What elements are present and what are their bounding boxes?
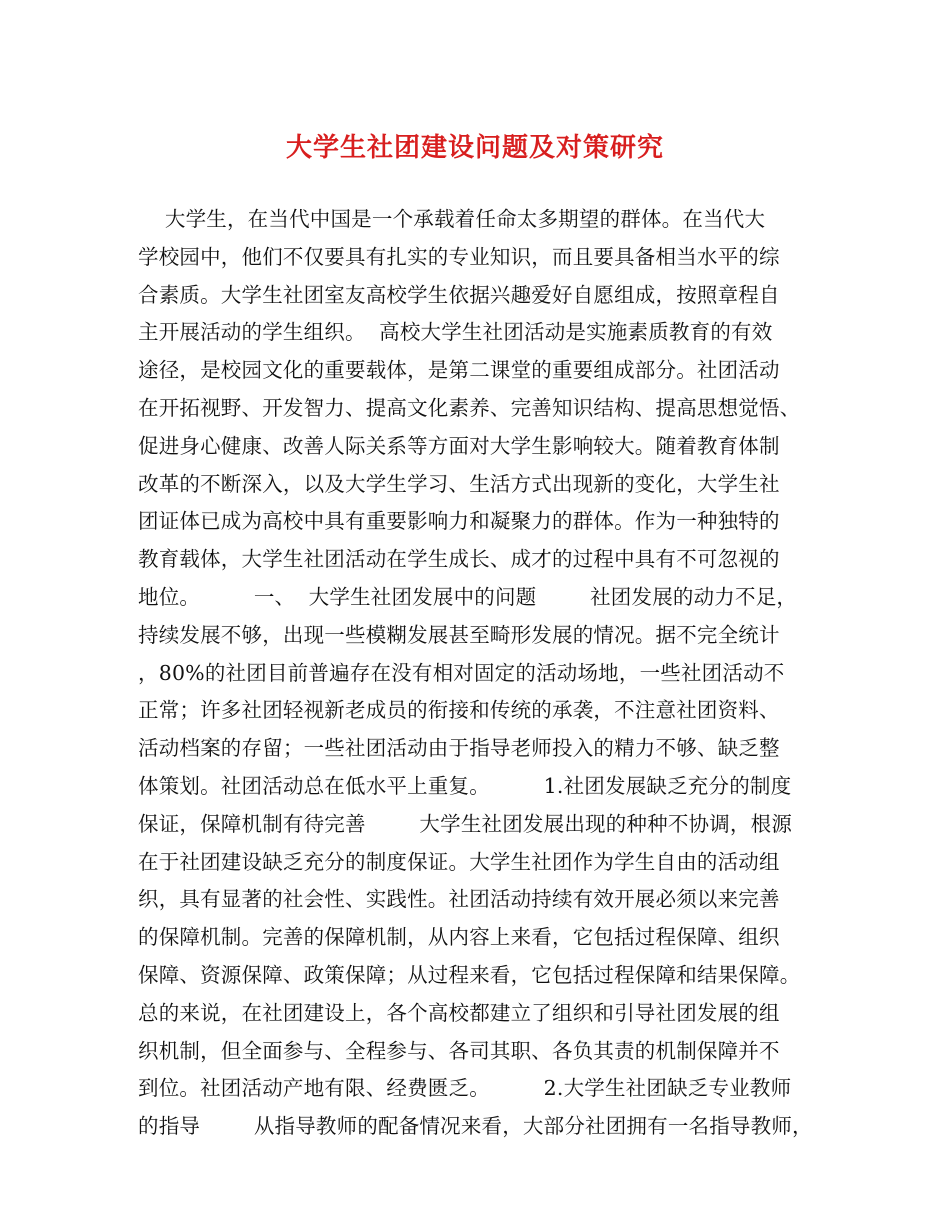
body-line: 正常；许多社团轻视新老成员的衔接和传统的承袭，不注意社团资料、 [138, 698, 780, 723]
body-line: 织，具有显著的社会性、实践性。社团活动持续有效开展必须以来完善 [138, 887, 780, 912]
body-line: 改革的不断深入，以及大学生学习、生活方式出现新的变化，大学生社 [138, 471, 780, 496]
body-line: 地位。 一、 大学生社团发展中的问题 社团发展的动力不足， [138, 584, 798, 609]
body-line: 在开拓视野、开发智力、提高文化素养、完善知识结构、提高思想觉悟、 [138, 395, 801, 420]
body-line: 学校园中，他们不仅要具有扎实的专业知识，而且要具备相当水平的综 [138, 244, 780, 269]
body-line: 保障、资源保障、政策保障；从过程来看，它包括过程保障和结果保障。 [138, 962, 801, 987]
body-line: 大学生，在当代中国是一个承载着任命太多期望的群体。在当代大 [138, 207, 766, 231]
body-line: 促进身心健康、改善人际关系等方面对大学生影响较大。随着教育体制 [138, 433, 780, 458]
body-line: 途径，是校园文化的重要载体，是第二课堂的重要组成部分。社团活动 [138, 358, 780, 383]
body-line: 教育载体，大学生社团活动在学生成长、成才的过程中具有不可忽视的 [138, 547, 780, 572]
body-line: 到位。社团活动产地有限、经费匮乏。 2.大学生社团缺乏专业教师 [138, 1076, 792, 1101]
body-line: 在于社团建设缺乏充分的制度保证。大学生社团作为学生自由的活动组 [138, 849, 780, 874]
body-line: 体策划。社团活动总在低水平上重复。 1.社团发展缺乏充分的制度 [138, 773, 792, 798]
body-line: ，80%的社团目前普遍存在没有相对固定的活动场地，一些社团活动不 [138, 660, 785, 685]
body-line: 活动档案的存留；一些社团活动由于指导老师投入的精力不够、缺乏整 [138, 736, 780, 761]
body-line: 合素质。大学生社团室友高校学生依据兴趣爱好自愿组成，按照章程自 [138, 282, 780, 307]
body-line: 持续发展不够，出现一些模糊发展甚至畸形发展的情况。据不完全统计 [138, 622, 780, 647]
body-line: 主开展活动的学生组织。 高校大学生社团活动是实施素质教育的有效 [138, 320, 773, 345]
body-line: 的保障机制。完善的保障机制，从内容上来看，它包括过程保障、组织 [138, 925, 780, 950]
body-line: 团证体已成为高校中具有重要影响力和凝聚力的群体。作为一种独特的 [138, 509, 780, 534]
document-body [138, 201, 818, 1146]
body-line: 总的来说，在社团建设上，各个高校都建立了组织和引导社团发展的组 [138, 1000, 780, 1025]
body-line: 的指导 从指导教师的配备情况来看，大部分社团拥有一名指导教师， [138, 1114, 813, 1139]
body-line: 织机制，但全面参与、全程参与、各司其职、各负其责的机制保障并不 [138, 1038, 780, 1063]
document-title: 大学生社团建设问题及对策研究 [285, 133, 664, 163]
body-line: 保证，保障机制有待完善 大学生社团发展出现的种种不协调，根源 [138, 811, 793, 836]
